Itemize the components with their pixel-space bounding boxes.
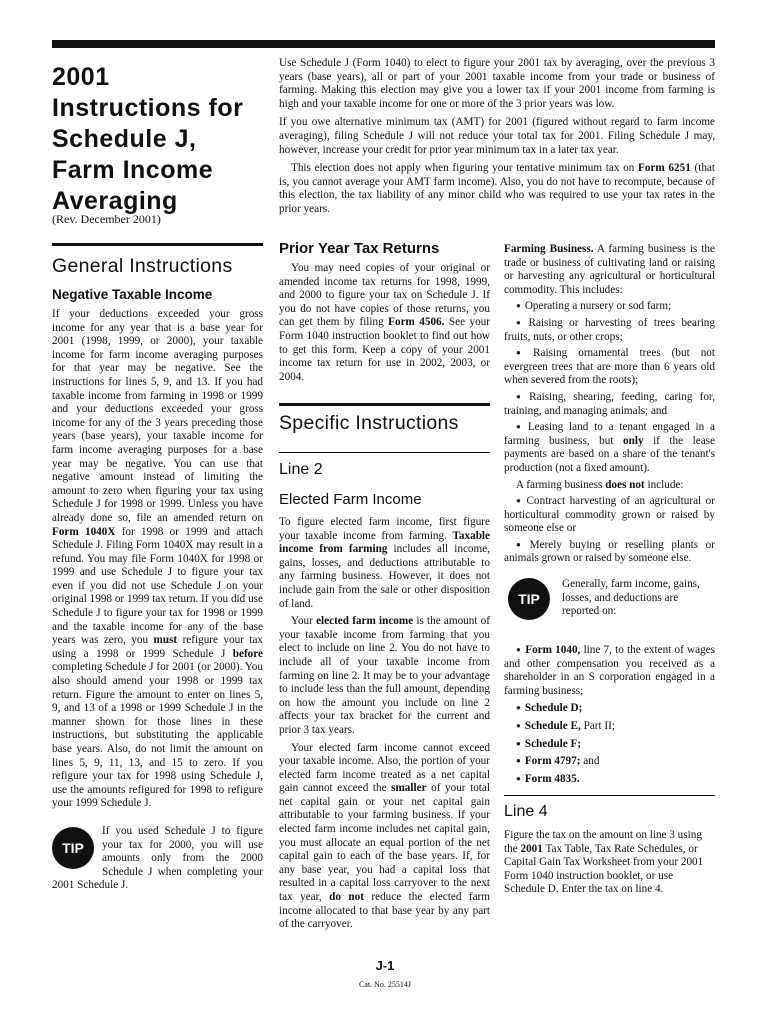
text-run-bold: does not xyxy=(605,478,645,491)
list-item: ● Raising, shearing, feeding, caring for, training, and managing animals; and xyxy=(504,391,715,418)
text-run: Tax Table, Tax Rate Schedules, or Capital Gain Tax Worksheet from your 2001 Form 1040 instruction booklet, or use Schedule D. Enter the tax on line 4. xyxy=(504,842,704,896)
text-run: This election does not apply when figuring your tentative minimum tax on xyxy=(291,162,638,175)
text-run: You may need copies of your original or amended income tax returns for 1998, 1999, and 2000 to figure your tax on Schedule J. If you do not have copies of those returns, you can get them by filing xyxy=(279,262,490,329)
text-run-bold: must xyxy=(153,634,178,647)
document-title xyxy=(52,62,272,217)
list-item xyxy=(504,773,715,787)
text-run: (that is, you cannot average your AMT farm income). Also, you do not have to recompute, because of this election, the tax liability of any minor child who was required to use your tax rates in the prior years. xyxy=(279,162,715,215)
text-run: include: xyxy=(644,478,684,491)
list-item xyxy=(504,421,715,475)
text-run: Leasing land to a tenant engaged in a farming business, but xyxy=(504,421,715,447)
list-item: ● Raising ornamental trees (but not evergreen trees that are more than 6 years old when severed from the roots); xyxy=(504,347,715,388)
text-run: Your elected farm income cannot exceed your taxable income. Also, the portion of your elected farm income treated as a net capital gain cannot exceed the xyxy=(279,741,490,795)
column-2-specific xyxy=(279,412,490,932)
paragraph xyxy=(504,829,715,897)
text-run-bold: Schedule D; xyxy=(524,702,583,715)
line-rule xyxy=(504,795,715,796)
line-4-heading: Line 4 xyxy=(504,803,548,820)
paragraph xyxy=(504,243,715,297)
paragraph xyxy=(52,308,263,811)
text-run: Part II; xyxy=(580,720,615,733)
col2-body-1 xyxy=(279,262,490,384)
column-3 xyxy=(504,243,715,786)
tip-text: If you used Schedule J to figure your tax for 2000, you will use amounts only from the 2000 Schedule J when completing your 2001 Schedule J. xyxy=(52,824,263,892)
intro-paragraph: Use Schedule J (Form 1040) to elect to figure your 2001 tax by averaging, over the previous 3 years (base years), all or part of your 2001 taxable income from your trade or business of farming. Making this election may give you a lower tax if your 2001 income from farming is high and your taxable income for one or more of the 3 prior years was low. xyxy=(279,57,715,110)
text-run-bold: elected farm income xyxy=(316,615,414,628)
specific-instructions-heading: Specific Instructions xyxy=(279,412,459,434)
intro-text xyxy=(279,57,715,222)
column-2 xyxy=(279,240,490,384)
text-run: of your total net capital gain or your net capital gain attributable to your farming business. If your elected farm income includes net capital gain, you must allocate an equal portion of the net capital gain to each of the base years. If, for any base year, you had a capital loss that resulted in a capital loss carryover to the next tax year, xyxy=(279,782,490,904)
text-run: for 1998 or 1999 and attach Schedule J. Filing Form 1040X may result in a refund. You may file Form 1040X for 1998 or 1999 and use Schedule J to figure your tax even if you did not use Schedule J on your original 1998 or 1999 tax return. If you did use Schedule J to figure your tax for 1998 or 1999 and the taxable income for any of the base years was zero, you xyxy=(52,525,263,647)
text-run-bold: Schedule F; xyxy=(524,737,582,750)
text-run-bold: Form 6251 xyxy=(638,162,691,175)
text-run: completing Schedule J for 2001 (or 2000). You also should amend your 1998 or 1999 tax return. Figure the amount to enter on lines 5, 9, and 13 of a 1998 or 1999 Schedule J in the manner shown for those lines in these instructions, but substituting the applicable base years. Also, do not limit the amount on lines 5, 9, 11, 13, and 15 to zero. If you refigure your tax for 1998 using Schedule J, use the amounts refigured for 1998 to refigure your 1999 Schedule J. xyxy=(52,661,263,810)
title-line: Instructions for xyxy=(52,94,244,122)
list-item xyxy=(504,738,715,752)
text-run-bold: Form 4506. xyxy=(388,316,445,329)
text-run-bold: Form 1040, xyxy=(525,644,581,657)
line-2-heading: Line 2 xyxy=(279,461,323,478)
section-rule xyxy=(279,403,490,406)
col3-body xyxy=(504,243,715,786)
text-run-bold: Farming Business. xyxy=(504,243,594,255)
tip-icon: TIP xyxy=(52,827,94,869)
text-run-bold: before xyxy=(232,647,263,660)
text-run-bold: Form 1040X xyxy=(52,525,116,538)
top-rule xyxy=(52,40,715,48)
list-item xyxy=(504,720,715,734)
negative-taxable-income-heading: Negative Taxable Income xyxy=(52,287,213,302)
paragraph xyxy=(279,262,490,384)
title-line: 2001 xyxy=(52,63,110,91)
title-line: Schedule J, xyxy=(52,125,197,153)
section-rule xyxy=(52,243,263,246)
list-item xyxy=(504,702,715,716)
catalog-number: Cat. No. 25514J xyxy=(359,980,411,989)
paragraph xyxy=(279,742,490,932)
column-1 xyxy=(52,255,263,893)
list-item: ● Raising or harvesting of trees bearing fruits, nuts, or other crops; xyxy=(504,317,715,344)
tip-block xyxy=(52,825,263,893)
text-run-bold: smaller xyxy=(391,782,427,795)
col2-body-2 xyxy=(279,516,490,932)
text-run: See your Form 1040 instruction booklet to find out how to get this form. Keep a copy of your 2001 income tax return for use in 2002, 2003, or 2004. xyxy=(279,316,490,383)
list-item: ● Merely buying or reselling plants or animals grown or raised by someone else. xyxy=(504,539,715,566)
intro-paragraph: If you owe alternative minimum tax (AMT) for 2001 (figured without regard to farm income averaging), filing Schedule J will not reduce your total tax for 2001. Filing Schedule J may, however, increase your credit for prior year minimum tax in a later tax year. xyxy=(279,116,715,156)
col3-body-2 xyxy=(504,829,715,897)
text-run: Your xyxy=(291,615,317,628)
paragraph xyxy=(504,479,715,493)
text-run-bold: do not xyxy=(329,891,364,904)
title-line: Farm Income xyxy=(52,156,214,184)
col1-body xyxy=(52,308,263,893)
elected-farm-income-heading: Elected Farm Income xyxy=(279,491,422,508)
prior-year-heading: Prior Year Tax Returns xyxy=(279,240,440,257)
text-run: includes all income, gains, losses, and deductions attributable to any farming business. However, it does not include gain from the sale or other disposition of land. xyxy=(279,543,490,610)
tip-text: Generally, farm income, gains, losses, and deductions are reported on: xyxy=(562,578,700,618)
tip-block xyxy=(504,578,715,622)
paragraph xyxy=(279,516,490,611)
column-3-line4 xyxy=(504,795,715,897)
list-item xyxy=(504,755,715,769)
title-line: Averaging xyxy=(52,187,178,215)
text-run-bold: 2001 xyxy=(520,842,543,855)
text-run: if the lease payments are based on a share of the tenant's production (not a fixed amount). xyxy=(504,434,715,474)
page-number: J-1 xyxy=(375,958,395,973)
text-run: refigure your tax using a 1998 or 1999 Schedule J xyxy=(52,634,263,660)
list-item: ● Contract harvesting of an agricultural or horticultural commodity grown or raised by someone else or xyxy=(504,495,715,536)
intro-paragraph xyxy=(279,162,715,216)
revision-date: (Rev. December 2001) xyxy=(52,212,161,226)
text-run: If your deductions exceeded your gross income for any year that is a base year for 2001 (1998, 1999, or 2000), your taxable income for farm income averaging purposes for that year may be negative. See the instructions for lines 5, 9, and 13. If you had taxable income from farming in 1998 or 1999 and your deductions exceeded your gross income for any of the 3 years preceding those years (base years), your taxable income for farm income averaging purposes for a base year may be negative. You can use that negative amount instead of limiting the amount to zero when figuring your tax using Schedule J for 1998 or 1999. Unless you have already done so, file an amended return on xyxy=(52,308,263,524)
text-run: To figure elected farm income, first figure your taxable income from farming. xyxy=(279,516,490,542)
text-run: and xyxy=(580,755,600,768)
tip-icon: TIP xyxy=(508,578,550,620)
general-instructions-heading: General Instructions xyxy=(52,255,233,277)
text-run: is the amount of your taxable income from farming that you elect to include on line 2. You do not have to include all of your taxable income from farming on line 2. It may be to your advantage to include less than the full amount, depending on how the amount you include on line 2 affects your tax bracket for the current and prior 3 tax years. xyxy=(279,615,490,736)
list-item: ● Operating a nursery or sod farm; xyxy=(504,300,715,314)
text-run-bold: Form 4835. xyxy=(524,772,580,785)
text-run-bold: Taxable income from farming xyxy=(279,529,490,556)
text-run: A farming business is the trade or business of cultivating land or raising or harvesting any agricultural or horticultural commodity. This includes: xyxy=(504,243,715,296)
line-rule xyxy=(279,452,490,453)
list-item xyxy=(504,644,715,698)
paragraph xyxy=(279,615,490,737)
text-run: Figure the tax on the amount on line 3 using the xyxy=(504,829,702,855)
text-run: line 7, to the extent of wages and other compensation you received as a shareholder in an S corporation engaged in a farming business; xyxy=(504,644,715,697)
text-run-bold: Form 4797; xyxy=(524,755,581,768)
text-run-bold: only xyxy=(623,434,644,447)
text-run-bold: Schedule E, xyxy=(524,720,581,733)
text-run: reduce the elected farm income allocated to that base year by any part of the carryover. xyxy=(279,891,490,931)
text-run: A farming business xyxy=(516,478,606,491)
